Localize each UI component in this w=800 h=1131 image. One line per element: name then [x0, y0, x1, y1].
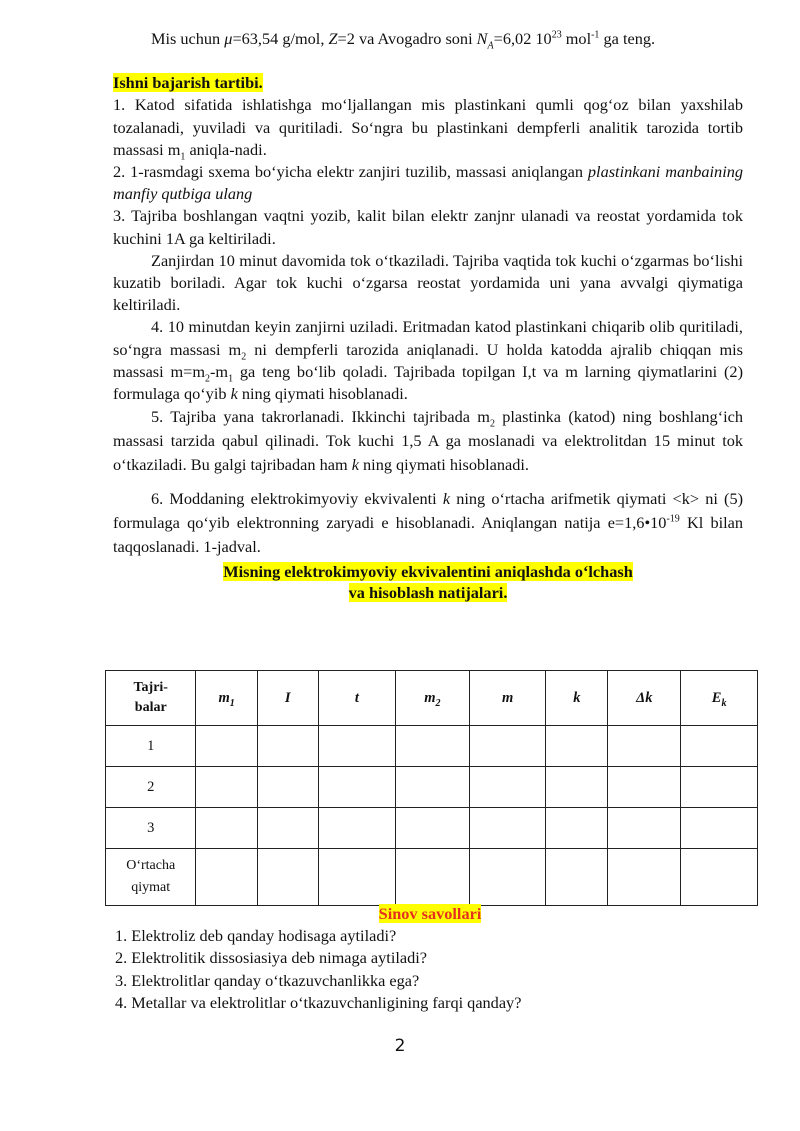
question-3: 3. Elektrolitlar qanday o‘tkazuvchanlikka ega? [115, 970, 420, 990]
table-caption: Misning elektrokimyoviy ekvivalentini aniqlashda o‘lchash va hisoblash natijalari. [223, 562, 633, 603]
step-3-continued: Zanjirdan 10 minut davomida tok o‘tkaziladi. Tajriba vaqtida tok kuchi o‘zgarmas bo‘lishi kuzatib boriladi. Agar tok kuchi o‘zgarsa reostat yordamida uni yana avvalgi qiymatiga keltiriladi. [113, 250, 743, 315]
table-row-average [106, 849, 758, 906]
table-row [106, 767, 758, 808]
row-label-average: O‘rtacha qiymat [106, 849, 196, 906]
question-4: 4. Metallar va elektrolitlar o‘tkazuvchanligining farqi qanday? [115, 992, 522, 1012]
header-experiments: Tajri- balar [106, 671, 196, 726]
header-k: k [546, 671, 608, 726]
page-number: 2 [394, 1036, 406, 1056]
step-1: 1. Katod sifatida ishlatishga mo‘ljallangan mis plastinkani qumli qog‘oz bilan yaxshilab tozalanadi, yuviladi va quritiladi. So‘ngra bu plastinkani dempferli analitik tarozida tortib massasi $m_1$ aniqla-nadi. [113, 95, 743, 163]
table-row [106, 726, 758, 767]
header-ek: $E_k$ [681, 671, 758, 726]
step-2: 2. 1-rasmdagi sxema bo‘yicha elektr zanjiri tuzilib, massasi aniqlangan plastinkani manbaining manfiy qutbiga ulang [113, 162, 743, 204]
header-time: t [318, 671, 395, 726]
question-1: 1. Elektroliz deb qanday hodisaga aytiladi? [115, 926, 397, 946]
step-4: 4. 10 minutdan keyin zanjirni uziladi. Eritmadan katod plastinkani chiqarib olib quritiladi, so‘ngra massasi $m_2$ ni dempferli tarozida aniqlanadi. U holda katodda ajralib chiqqan mis massasi $m=m_2-m_1$ ga teng bo‘lib qoladi. Tajribada topilgan I,t va m larning qiymatlarini (2) formulaga qo‘yib k ning qiymati hisoblanadi. [113, 317, 743, 404]
questions-title: Sinov savollari [378, 904, 482, 923]
row-label: 1 [106, 726, 196, 767]
document-body [113, 28, 743, 603]
header-delta-k: Δk [608, 671, 681, 726]
table-row [106, 808, 758, 849]
header-m1: $m_1$ [196, 671, 257, 726]
step-5: 5. Tajriba yana takrorlanadi. Ikkinchi tajribada $m_2$ plastinka (katod) ning boshlang‘ich massasi tarzida qabul qilinadi. Tok kuchi 1,5 A ga moslanadi va elektrolitdan 15 minut tok o‘tkaziladi. Bu galgi tajribadan ham k ning qiymati hisoblanadi. [113, 407, 744, 475]
question-2: 2. Elektrolitik dissosiasiya deb nimaga aytiladi? [115, 948, 427, 968]
results-table [105, 670, 758, 906]
procedure-heading: Ishni bajarish tartibi. [113, 73, 263, 93]
header-mass: m [469, 671, 546, 726]
step-3: 3. Tajriba boshlangan vaqtni yozib, kalit bilan elektr zanjnr ulanadi va reostat yordamida tok kuchini 1A ga keltiriladi. [113, 206, 743, 248]
row-label: 2 [106, 767, 196, 808]
table-header-row [106, 671, 758, 726]
intro-paragraph: Mis uchun μ=63,54 g/mol, Z=2 va Avogadro soni $N_A=6,02$ $10^{23}$ mol$^{-1}$ ga teng. [151, 29, 656, 52]
row-label: 3 [106, 808, 196, 849]
header-current: I [257, 671, 318, 726]
step-6: 6. Moddaning elektrokimyoviy ekvivalenti k ning o‘rtacha arifmetik qiymati <k> ni (5) formulaga qo‘yib elektronning zaryadi e hisoblanadi. Aniqlangan natija $e=1,6•10^{-19}$ Kl bilan taqqoslanadi. 1-jadval. [113, 489, 744, 557]
header-m2: $m_2$ [395, 671, 469, 726]
review-questions [115, 903, 745, 1014]
